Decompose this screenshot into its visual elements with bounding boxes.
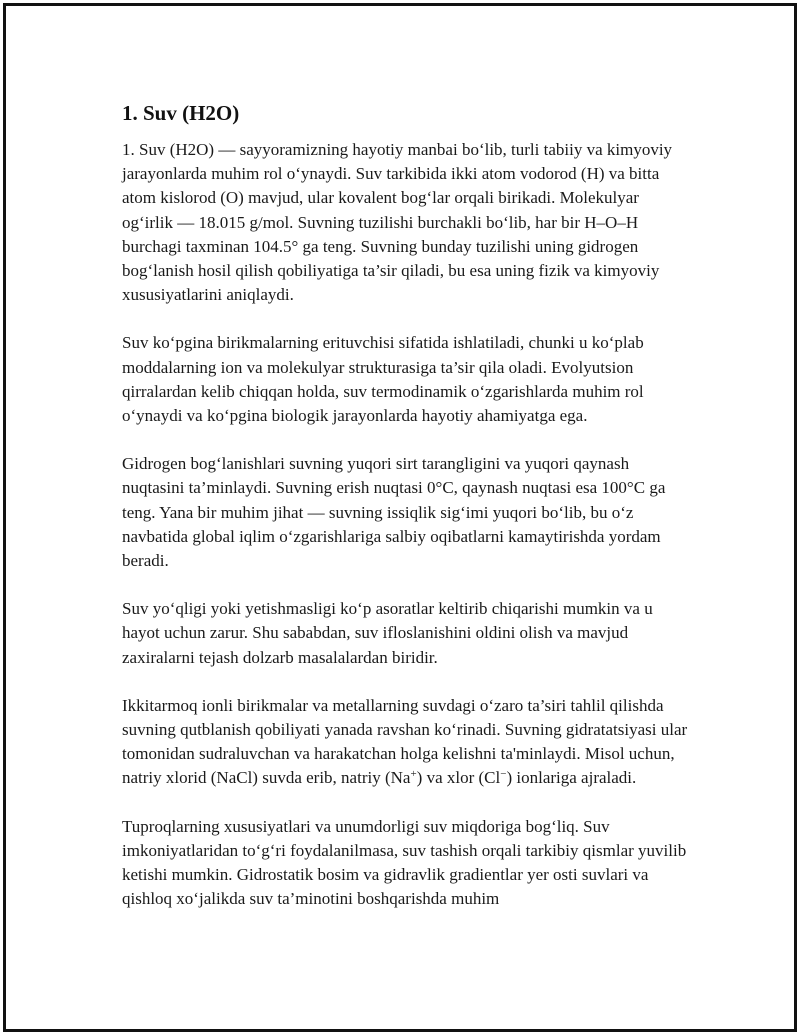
chloride-charge: −	[500, 768, 507, 781]
ionic-text-middle: ) va xlor (Cl	[416, 768, 501, 788]
paragraph-ionic-compounds	[122, 694, 692, 791]
ionic-text-end: ) ionlariga ajraladi.	[506, 768, 637, 788]
document-body	[122, 100, 692, 911]
section-heading: 1. Suv (H2O)	[122, 101, 240, 125]
paragraph-water-scarcity: Suv yo‘qligi yoki yetishmasligi ko‘p asoratlar keltirib chiqarishi mumkin va u hayot uchun zarur. Shu sababdan, suv ifloslanishini oldini olish va mavjud zaxiralarni tejash dolzarb masalalardan biridir.	[122, 599, 653, 667]
paragraph-water-definition: 1. Suv (H2O) — sayyoramizning hayotiy manbai bo‘lib, turli tabiiy va kimyoviy jarayonlarda muhim rol o‘ynaydi. Suv tarkibida ikki atom vodorod (H) va bitta atom kislorod (O) mavjud, ular kovalent bog‘lar orqali birikadi. Molekulyar og‘irlik — 18.015 g/mol. Suvning tuzilishi burchakli bo‘lib, har bir H–O–H burchagi taxminan 104.5° ga teng. Suvning bunday tuzilishi uning gidrogen bog‘lanish hosil qilish qobiliyatiga ta’sir qiladi, bu esa uning fizik va kimyoviy xususiyatlarini aniqlaydi.	[122, 140, 673, 305]
paragraph-solvent: Suv ko‘pgina birikmalarning erituvchisi sifatida ishlatiladi, chunki u ko‘plab moddalarning ion va molekulyar strukturasiga ta’sir qila oladi. Evolyutsion qirralardan kelib chiqqan holda, suv termodinamik o‘zgarishlarda muhim rol o‘ynaydi va ko‘pgina biologik jarayonlarda hayotiy ahamiyatga ega.	[122, 333, 644, 426]
paragraph-soil-properties: Tuproqlarning xususiyatlari va unumdorligi suv miqdoriga bog‘liq. Suv imkoniyatlaridan to‘g‘ri foydalanilmasa, suv tashish orqali tarkibiy qismlar yuvilib ketishi mumkin. Gidrostatik bosim va gidravlik gradientlar yer osti suvlari va qishloq xo‘jalikda suv ta’minotini boshqarishda muhim	[122, 816, 687, 909]
paragraph-list	[122, 138, 692, 911]
page-frame	[3, 3, 797, 1032]
ionic-text-start: Ikkitarmoq ionli birikmalar va metallarning suvdagi o‘zaro ta’siri tahlil qilishda suvning qutblanish qobiliyati yanada ravshan ko‘rinadi. Suvning gidratatsiyasi ular tomonidan sudraluvchan va harakatchan holga kelishni ta'minlaydi. Misol uchun, natriy xlorid (NaCl) suvda erib, natriy (Na	[122, 695, 688, 788]
paragraph-hydrogen-bonds: Gidrogen bog‘lanishlari suvning yuqori sirt tarangligini va yuqori qaynash nuqtasini ta’minlaydi. Suvning erish nuqtasi 0°C, qaynash nuqtasi esa 100°C ga teng. Yana bir muhim jihat — suvning issiqlik sig‘imi yuqori bo‘lib, bu o‘z navbatida global iqlim o‘zgarishlariga salbiy oqibatlarni kamaytirishda yordam beradi.	[122, 454, 666, 571]
sodium-charge: +	[410, 768, 417, 781]
